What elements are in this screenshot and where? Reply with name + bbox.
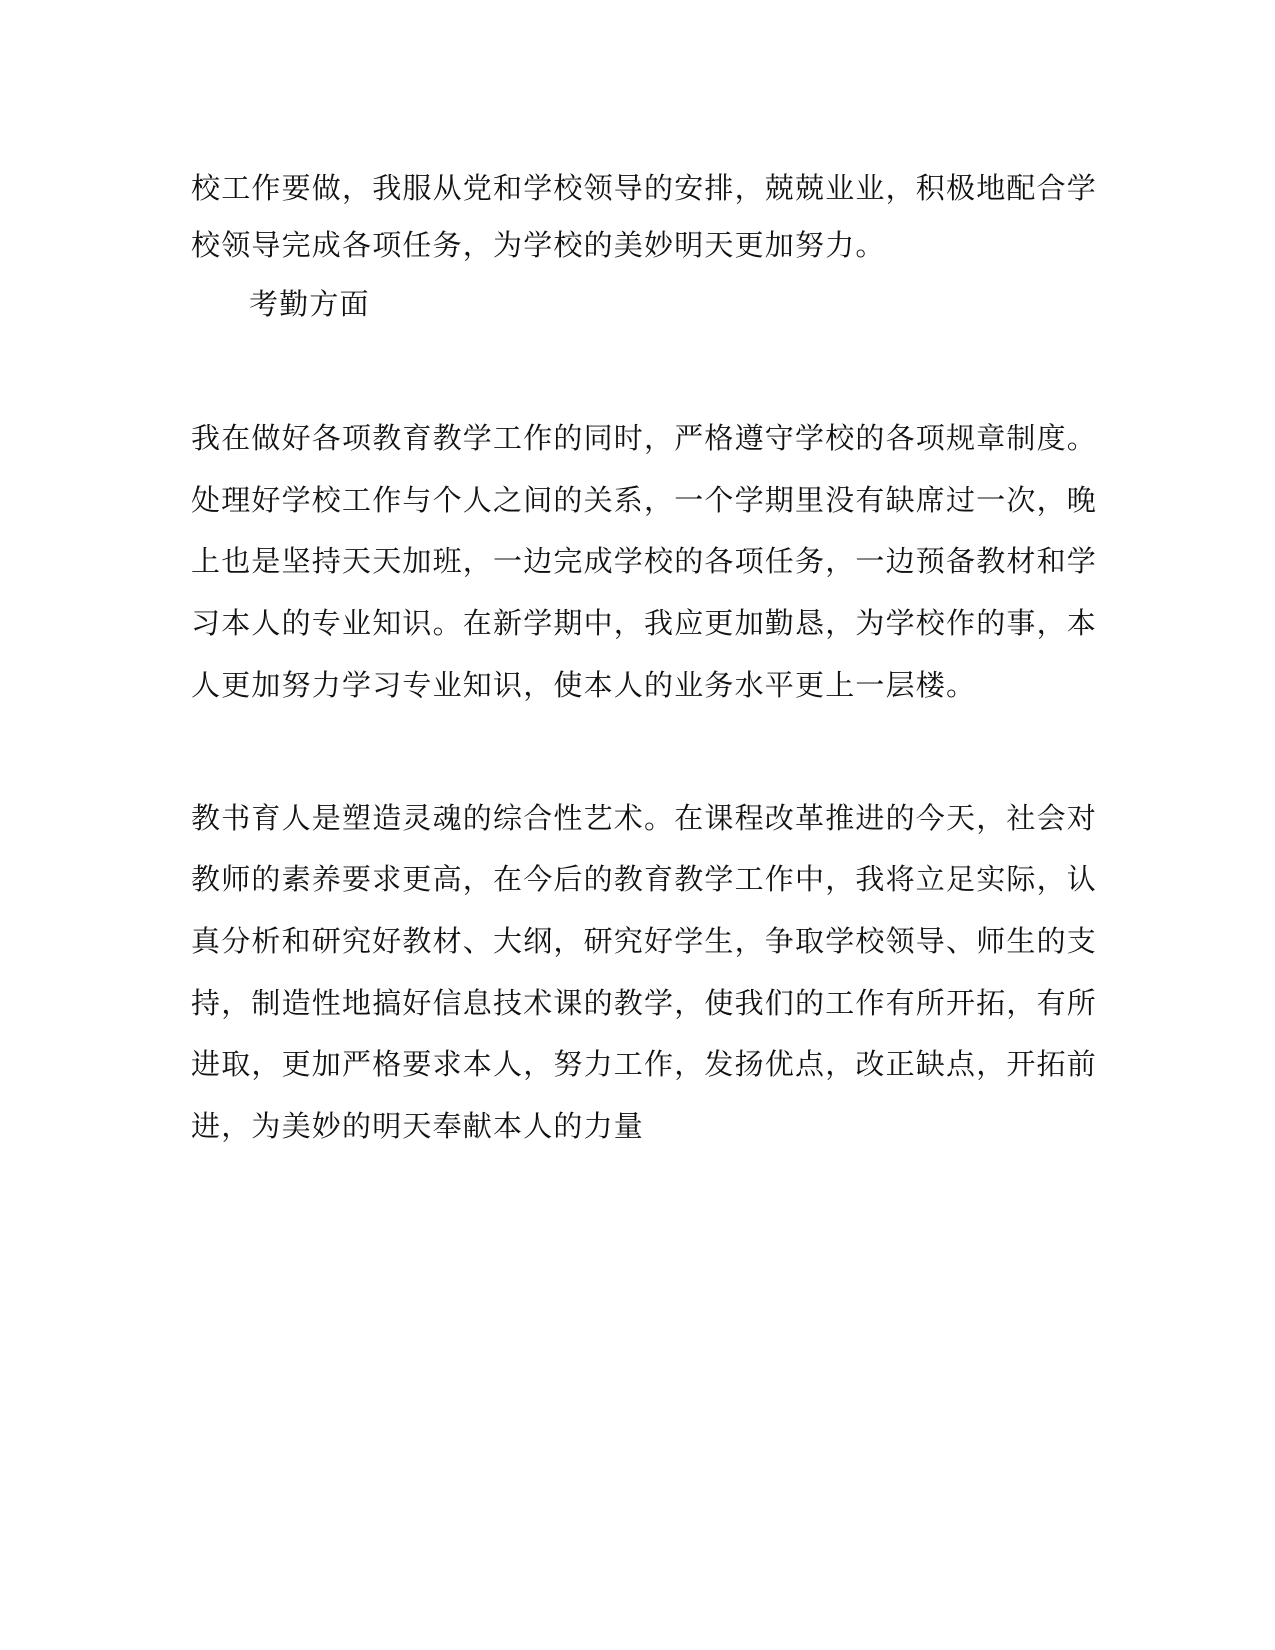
paragraph-line: 上也是坚持天天加班，一边完成学校的各项任务，一边预备教材和学 [191, 544, 1098, 578]
paragraph-line: 处理好学校工作与个人之间的关系，一个学期里没有缺席过一次，晚 [191, 483, 1098, 517]
paragraph-line: 进，为美妙的明天奉献本人的力量 [191, 1109, 645, 1143]
section-heading: 考勤方面 [249, 287, 370, 321]
paragraph-line: 我在做好各项教育教学工作的同时，严格遵守学校的各项规章制度。 [191, 421, 1098, 455]
paragraph-line: 进取，更加严格要求本人，努力工作，发扬优点，改正缺点，开拓前 [191, 1047, 1098, 1081]
paragraph-line: 校工作要做，我服从党和学校领导的安排，兢兢业业，积极地配合学 [191, 171, 1098, 205]
paragraph-line: 真分析和研究好教材、大纲，研究好学生，争取学校领导、师生的支 [191, 924, 1098, 958]
paragraph-line: 教书育人是塑造灵魂的综合性艺术。在课程改革推进的今天，社会对 [191, 801, 1098, 835]
paragraph-line: 校领导完成各项任务，为学校的美妙明天更加努力。 [191, 228, 886, 262]
paragraph-line: 持，制造性地搞好信息技术课的教学，使我们的工作有所开拓，有所 [191, 986, 1098, 1020]
paragraph-line: 人更加努力学习专业知识，使本人的业务水平更上一层楼。 [191, 668, 977, 702]
paragraph-line: 习本人的专业知识。在新学期中，我应更加勤恳，为学校作的事，本 [191, 606, 1098, 640]
paragraph-line: 教师的素养要求更高，在今后的教育教学工作中，我将立足实际，认 [191, 862, 1098, 896]
